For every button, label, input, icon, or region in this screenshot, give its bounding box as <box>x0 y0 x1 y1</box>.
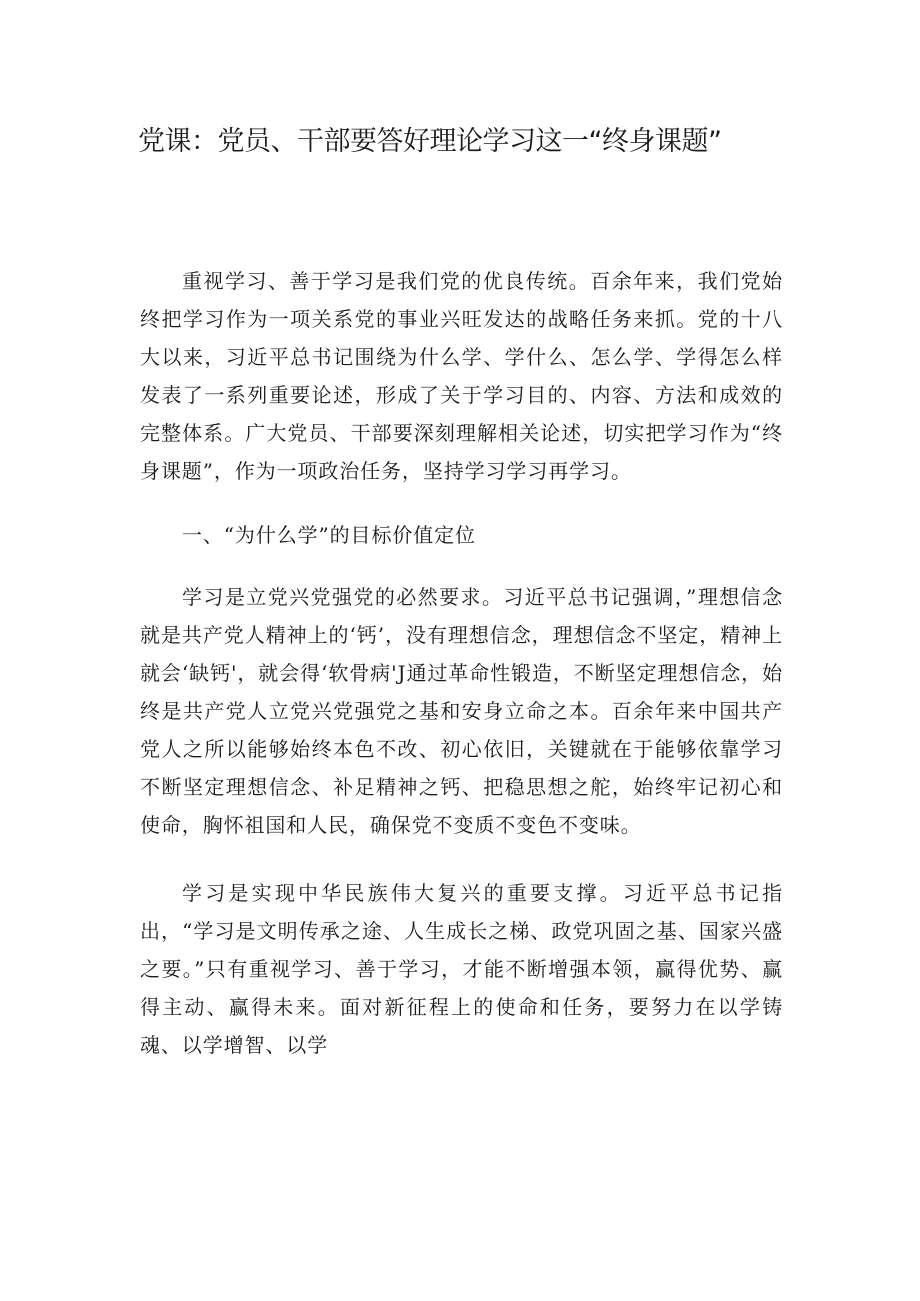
paragraph-ideals: 学习是立党兴党强党的必然要求。习近平总书记强调，”理想信念就是共产党人精神上的‘钙’，没有理想信念，理想信念不坚定，精神上就会‘缺钙'，就会得‘软骨病'J通过革命性锻造，不断坚定理想信念，始终是共产党人立党兴党强党之基和安身立命之本。百余年来中国共产党人之所以能够始终本色不改、初心依旧，关键就在于能够依靠学习不断坚定理想信念、补足精神之钙、把稳思想之舵，始终牢记初心和使命，胸怀祖国和人民，确保党不变质不变色不变味。 <box>140 585 783 837</box>
paragraph-intro: 重视学习、善于学习是我们党的优良传统。百余年来，我们党始终把学习作为一项关系党的事业兴旺发达的战略任务来抓。党的十八大以来，习近平总书记围绕为什么学、学什么、怎么学、学得怎么样发表了一系列重要论述，形成了关于学习目的、内容、方法和成效的完整体系。广大党员、干部要深刻理解相关论述，切实把学习作为“终身课题”，作为一项政治任务，坚持学习学习再学习。 <box>140 269 783 483</box>
section-heading: 一、“为什么学”的目标价值定位 <box>182 523 476 547</box>
document-body <box>140 262 783 1064</box>
paragraph-rejuvenation: 学习是实现中华民族伟大复兴的重要支撑。习近平总书记指出，“学习是文明传承之途、人生成长之梯、政党巩固之基、国家兴盛之要。”只有重视学习、善于学习，才能不断增强本领，赢得优势、赢得主动、赢得未来。面对新征程上的使命和任务，要努力在以学铸魂、以学增智、以学 <box>140 881 783 1057</box>
document-title: 党课：党员、干部要答好理论学习这一“终身课题” <box>138 126 722 157</box>
